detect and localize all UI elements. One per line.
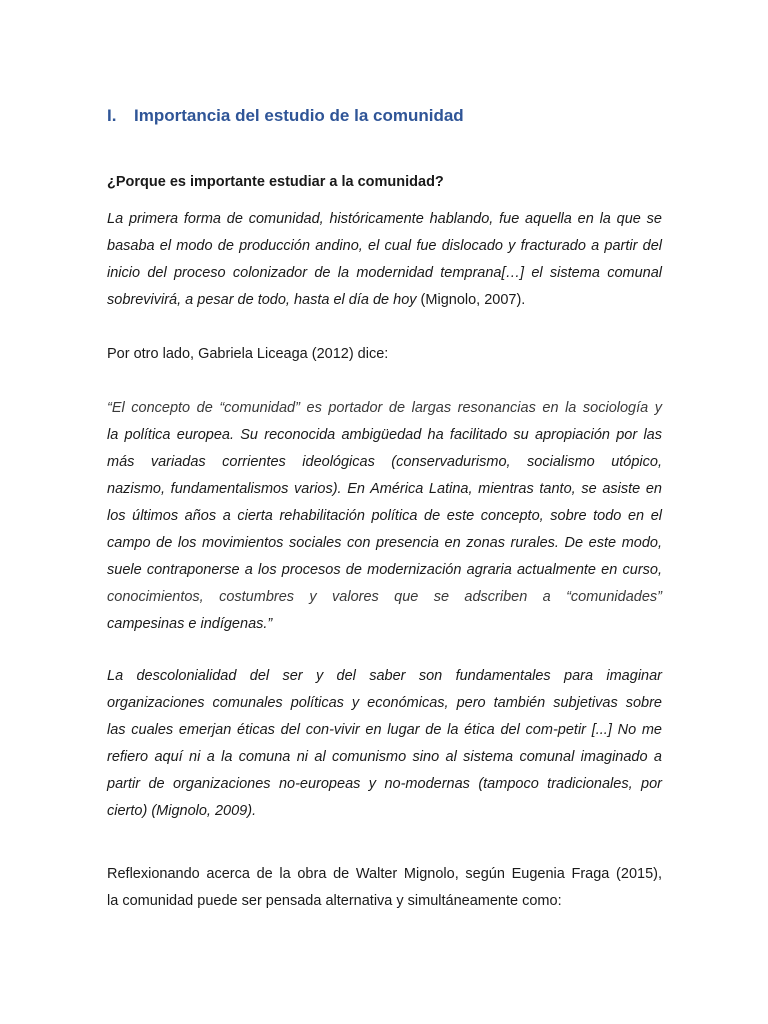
paragraph-line: la comunidad puede ser pensada alternativa y simultáneamente como: [107, 893, 562, 909]
paragraph-line [107, 287, 662, 314]
quote-line: campo de los movimientos sociales con presencia en zonas rurales. De este modo, [107, 535, 662, 551]
quote-line: más variadas corrientes ideológicas (conservadurismo, socialismo utópico, [107, 454, 662, 470]
paragraph-line: cierto) (Mignolo, 2009). [107, 803, 257, 819]
paragraph-intro-liceaga [107, 341, 662, 368]
paragraph-mignolo-2007 [107, 206, 662, 314]
paragraph-line: La primera forma de comunidad, históricamente hablando, fue aquella en la que se [107, 211, 662, 227]
quote-line: conocimientos, costumbres y valores que se adscriben a “comunidades” [107, 589, 662, 605]
italic-text: sobrevivirá, a pesar de todo, hasta el día de hoy [107, 292, 417, 308]
paragraph-line: organizaciones comunales políticas y económicas, pero también subjetivas sobre [107, 695, 662, 711]
section-heading [107, 106, 464, 126]
quote-line: campesinas e indígenas.” [107, 616, 273, 632]
paragraph-line: Por otro lado, Gabriela Liceaga (2012) dice: [107, 346, 389, 362]
quote-line: “El concepto de “comunidad” es portador de largas resonancias en la sociología y [107, 400, 662, 416]
quote-line: los últimos años a cierta rehabilitación política de este concepto, sobre todo en el [107, 508, 662, 524]
quote-line: suele contraponerse a los procesos de modernización agraria actualmente en curso, [107, 562, 662, 578]
citation: (Mignolo, 2007). [416, 292, 526, 308]
section-title: Importancia del estudio de la comunidad [134, 106, 464, 125]
paragraph-fraga-2015 [107, 861, 662, 915]
paragraph-line: refiero aquí ni a la comuna ni al comunismo sino al sistema comunal imaginado a [107, 749, 662, 765]
paragraph-line: las cuales emerjan éticas del con-vivir en lugar de la ética del com-petir [...] No me [107, 722, 662, 738]
question-subheading: ¿Porque es importante estudiar a la comunidad? [107, 174, 444, 190]
quote-line: nazismo, fundamentalismos varios). En América Latina, mientras tanto, se asiste en [107, 481, 662, 497]
paragraph-line: Reflexionando acerca de la obra de Walter Mignolo, según Eugenia Fraga (2015), [107, 866, 662, 882]
block-quote-liceaga [107, 395, 662, 638]
section-number: I. [107, 106, 117, 125]
paragraph-line: inicio del proceso colonizador de la modernidad temprana[…] el sistema comunal [107, 265, 662, 281]
paragraph-line: partir de organizaciones no-europeas y no-modernas (tampoco tradicionales, por [107, 776, 662, 792]
paragraph-mignolo-2009 [107, 663, 662, 825]
quote-line: la política europea. Su reconocida ambigüedad ha facilitado su apropiación por las [107, 427, 662, 443]
paragraph-line: La descolonialidad del ser y del saber son fundamentales para imaginar [107, 668, 662, 684]
paragraph-line: basaba el modo de producción andino, el cual fue dislocado y fracturado a partir del [107, 238, 662, 254]
